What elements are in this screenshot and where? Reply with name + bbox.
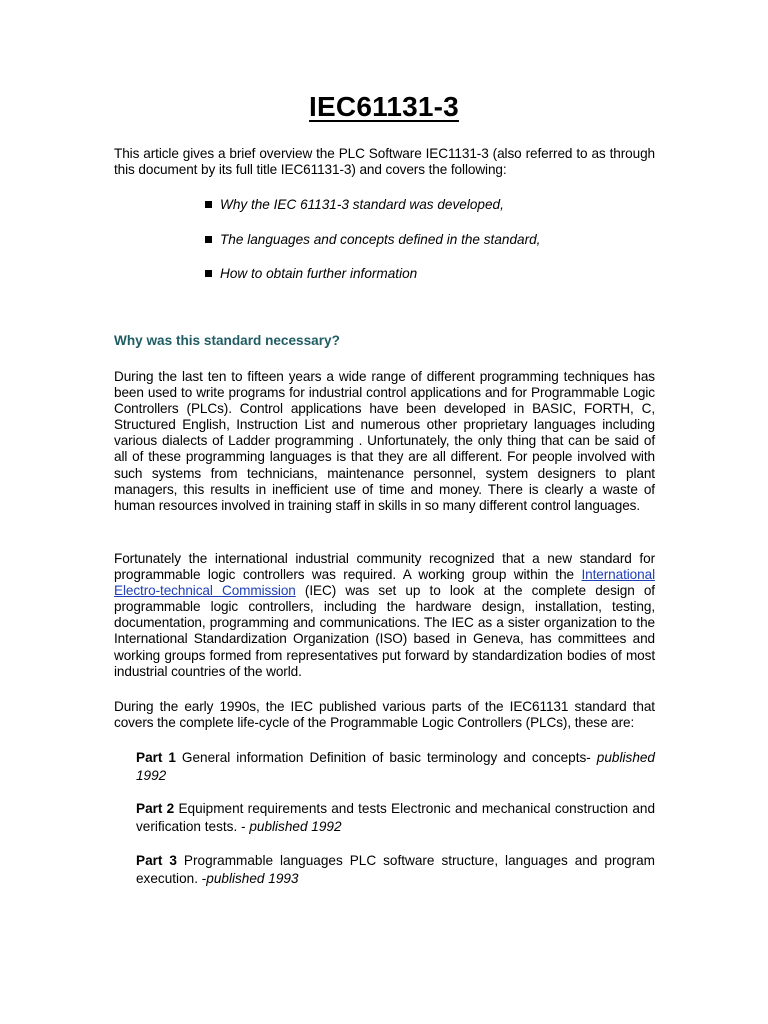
part-text: Programmable languages PLC software structure, languages and program execution. - xyxy=(136,853,656,886)
body-paragraph-2 xyxy=(114,551,655,680)
part-published: published 1992 xyxy=(136,750,655,783)
part-item xyxy=(136,800,655,835)
body-paragraph-3: During the early 1990s, the IEC published various parts of the IEC61131 standard that covers the complete life-cycle of the Programmable Logic Controllers (PLCs), these are: xyxy=(114,699,655,731)
square-bullet-icon xyxy=(205,270,212,277)
overview-list xyxy=(205,196,540,300)
paragraph-text: (IEC) was set up to look at the complete design of programmable logic controllers, including the hardware design, installation, testing, documentation, programming and communications. The IEC as a sister organization to the International Standardization Organization (ISO) based in Geneva, has committees and working groups formed from representatives put forward by standardization bodies of most industrial countries of the world. xyxy=(114,583,655,679)
square-bullet-icon xyxy=(205,201,212,208)
part-published: published 1992 xyxy=(249,818,342,834)
paragraph-text: Fortunately the international industrial community recognized that a new standard for programmable logic controllers was required. A working group within the xyxy=(114,551,655,583)
list-item-text: The languages and concepts defined in the standard, xyxy=(220,231,541,247)
list-item xyxy=(205,196,540,231)
intro-paragraph: This article gives a brief overview the PLC Software IEC1131-3 (also referred to as through this document by its full title IEC61131-3) and covers the following: xyxy=(114,146,655,178)
part-label: Part 2 xyxy=(136,801,175,816)
list-item xyxy=(205,231,540,266)
iec-link[interactable]: International Electro-technical Commission xyxy=(114,567,655,599)
part-text: General information Definition of basic terminology and concepts- xyxy=(175,750,597,765)
part-label: Part 3 xyxy=(136,853,177,868)
square-bullet-icon xyxy=(205,236,212,243)
part-text: Equipment requirements and tests Electronic and mechanical construction and verification tests. - xyxy=(136,801,656,834)
list-item-text: How to obtain further information xyxy=(220,266,418,281)
part-label: Part 1 xyxy=(136,750,176,765)
document-title: IEC61131-3 xyxy=(309,91,459,122)
body-paragraph-1: During the last ten to fifteen years a wide range of different programming techniques has been used to write programs for industrial control applications and for Programmable Logic Controllers (PLCs). Control applications have been developed in BASIC, FORTH, C, Structured English, Instruction List and numerous other proprietary languages including various dialects of Ladder programming . Unfortunately, the only thing that can be said of all of these programming languages is that they are all different. For people involved with such systems from technicians, maintenance personnel, system designers to plant managers, this results in inefficient use of time and money. There is clearly a waste of human resources involved in training staff in skills in so many different control languages. xyxy=(114,369,655,513)
list-item xyxy=(205,265,540,300)
list-item-text: Why the IEC 61131-3 standard was developed, xyxy=(220,197,504,212)
part-published: published 1993 xyxy=(206,870,299,886)
part-item xyxy=(136,852,655,887)
section-heading: Why was this standard necessary? xyxy=(114,333,340,348)
part-item xyxy=(136,749,655,784)
